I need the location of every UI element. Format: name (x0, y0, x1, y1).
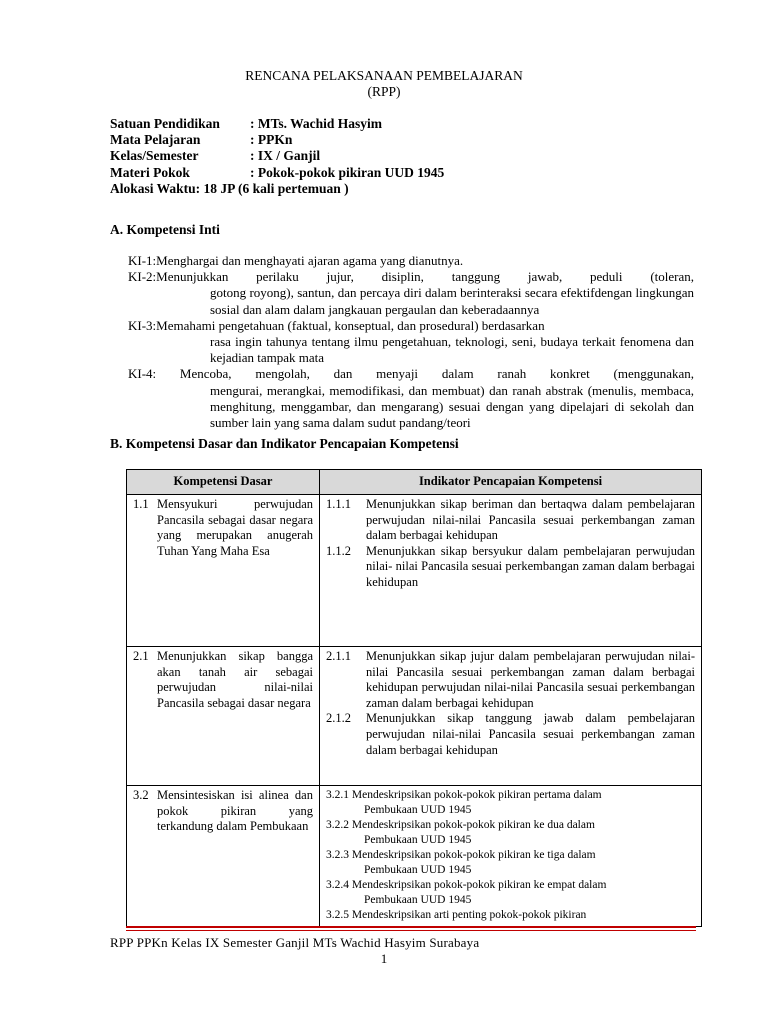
ki-2-cont: gotong royong), santun, dan percaya diri dalam berinteraksi secara efektifdengan lingkungan sosial dan alam dalam jangkauan pergaulan dan keberadaannya (210, 285, 694, 317)
indicator-item (326, 544, 695, 591)
ki-4-first: KI-4: Mencoba, mengolah, dan menyaji dalam ranah konkret (menggunakan, (128, 366, 694, 382)
kd-text: Mensintesiskan isi alinea dan pokok pikiran yang terkandung dalam Pembukaan (157, 788, 313, 834)
indicator-text-cont: Pembukaan UUD 1945 (364, 804, 472, 816)
indicator-number: 1.1.1 (326, 497, 351, 511)
indicator-number: 3.2.5 (326, 909, 349, 921)
identity-key: Mata Pelajaran (110, 132, 201, 148)
identity-row (110, 181, 444, 197)
footer-rule (126, 926, 696, 928)
section-a-heading: A. Kompetensi Inti (110, 222, 220, 237)
kd-text: Menunjukkan sikap bangga akan tanah air sebagai perwujudan nilai-nilai Pancasila sebagai dasar negara (157, 649, 313, 710)
indicator-text-cont: Pembukaan UUD 1945 (364, 834, 472, 846)
table-row (127, 647, 702, 786)
indicator-number: 3.2.4 (326, 879, 349, 891)
identity-key: Alokasi Waktu (110, 180, 196, 196)
identity-row (110, 148, 444, 164)
kd-number: 3.2 (133, 788, 149, 802)
indicator-cell (320, 647, 702, 786)
indicator-text: Menunjukkan sikap beriman dan bertaqwa dalam pembelajaran perwujudan nilai-nilai Pancasila sesuai perkembangan zaman dalam berbagai kehidupan (366, 497, 695, 543)
indicator-item (326, 818, 695, 833)
indicator-item (326, 848, 695, 863)
indicator-item (326, 711, 695, 758)
indicator-number: 2.1.2 (326, 711, 351, 726)
indicator-number: 3.2.1 (326, 789, 349, 801)
indicator-text-cont: Pembukaan UUD 1945 (364, 864, 472, 876)
ki-3-first: KI-3:Memahami pengetahuan (faktual, konseptual, dan prosedural) berdasarkan (128, 317, 545, 333)
indicator-cell (320, 786, 702, 927)
ki-1: KI-1:Menghargai dan menghayati ajaran agama yang dianutnya. (128, 253, 464, 268)
footer-text: RPP PPKn Kelas IX Semester Ganjil MTs Wachid Hasyim Surabaya (110, 935, 480, 950)
indicator-number: 2.1.1 (326, 649, 351, 663)
column-header-indikator: Indikator Pencapaian Kompetensi (320, 470, 702, 495)
identity-value: : PPKn (250, 132, 293, 148)
ki-2-first: KI-2:Menunjukkan perilaku jujur, disiplin, tanggung jawab, peduli (toleran, (128, 269, 694, 285)
indicator-item (326, 497, 695, 544)
indicator-item (326, 878, 695, 893)
identity-block (110, 116, 444, 197)
identity-value: : 18 JP (6 kali pertemuan ) (195, 180, 349, 196)
indicator-text: Mendeskripsikan arti penting pokok-pokok pikiran (351, 909, 587, 921)
section-b-heading: B. Kompetensi Dasar dan Indikator Pencapaian Kompetensi (110, 436, 459, 451)
table-row (127, 495, 702, 647)
identity-row (110, 132, 444, 148)
indicator-number: 1.1.2 (326, 543, 351, 558)
indicator-text: Mendeskripsikan pokok-pokok pikiran ke tiga dalam (351, 849, 596, 861)
identity-value: : Pokok-pokok pikiran UUD 1945 (250, 164, 445, 180)
identity-value: : IX / Ganjil (250, 148, 321, 164)
table-row (127, 786, 702, 927)
kd-item (133, 788, 313, 835)
document-title: RENCANA PELAKSANAAN PEMBELAJARAN (245, 68, 523, 83)
identity-row (110, 116, 444, 132)
kompetensi-inti-list (128, 253, 694, 431)
indicator-text: Mendeskripsikan pokok-pokok pikiran ke empat dalam (351, 879, 607, 891)
kd-item (133, 649, 313, 711)
indicator-text: Menunjukkan sikap bersyukur dalam pembelajaran perwujudan nilai- nilai Pancasila sesuai perkembangan zaman dalam berbagai kehidupan (366, 543, 695, 589)
column-header-kompetensi-dasar: Kompetensi Dasar (127, 470, 320, 495)
kd-number: 1.1 (133, 497, 149, 511)
kd-cell (127, 786, 320, 927)
ki-3-cont: rasa ingin tahunya tentang ilmu pengetahuan, teknologi, seni, budaya terkait fenomena dan kejadian tampak mata (210, 334, 694, 366)
identity-value: : MTs. Wachid Hasyim (250, 116, 383, 131)
indicator-number: 3.2.3 (326, 849, 349, 861)
competency-table (126, 469, 702, 927)
page-number: 1 (380, 951, 388, 966)
indicator-text: Mendeskripsikan pokok-pokok pikiran ke dua dalam (351, 819, 595, 831)
indicator-text-cont: Pembukaan UUD 1945 (364, 894, 472, 906)
indicator-cell (320, 495, 702, 647)
table-header-row (127, 470, 702, 495)
indicator-item (326, 788, 695, 803)
identity-key: Satuan Pendidikan (110, 116, 220, 131)
footer-rule-thin (126, 930, 696, 931)
indicator-text: Menunjukkan sikap tanggung jawab dalam pembelajaran perwujudan nilai-nilai Pancasila sesuai perkembangan zaman dalam berbagai kehidupan (366, 711, 695, 757)
indicator-text: Menunjukkan sikap jujur dalam pembelajaran perwujudan nilai-nilai Pancasila sesuai perkembangan zaman dalam berbagai kehidupan perwujudan nilai-nilai Pancasila sesuai perkembangan zaman dalam berbagai kehidupan (366, 649, 695, 710)
indicator-number: 3.2.2 (326, 819, 349, 831)
indicator-text: Mendeskripsikan pokok-pokok pikiran pertama dalam (351, 789, 602, 801)
document-subtitle: (RPP) (367, 84, 401, 99)
indicator-item (326, 649, 695, 711)
kd-item (133, 497, 313, 559)
identity-key: Materi Pokok (110, 164, 190, 180)
kd-cell (127, 495, 320, 647)
identity-row (110, 165, 444, 181)
kd-cell (127, 647, 320, 786)
indicator-item (326, 908, 695, 923)
ki-4-cont: mengurai, merangkai, memodifikasi, dan membuat) dan ranah abstrak (menulis, membaca, menghitung, menggambar, dan mengarang) sesuai dengan yang dipelajari di sekolah dan sumber lain yang sama dalam sudut pandang/teori (210, 382, 694, 431)
kd-number: 2.1 (133, 649, 149, 663)
kd-text: Mensyukuri perwujudan Pancasila sebagai dasar negara yang merupakan anugerah Tuhan Yang Maha Esa (157, 497, 313, 558)
identity-key: Kelas/Semester (110, 148, 199, 164)
